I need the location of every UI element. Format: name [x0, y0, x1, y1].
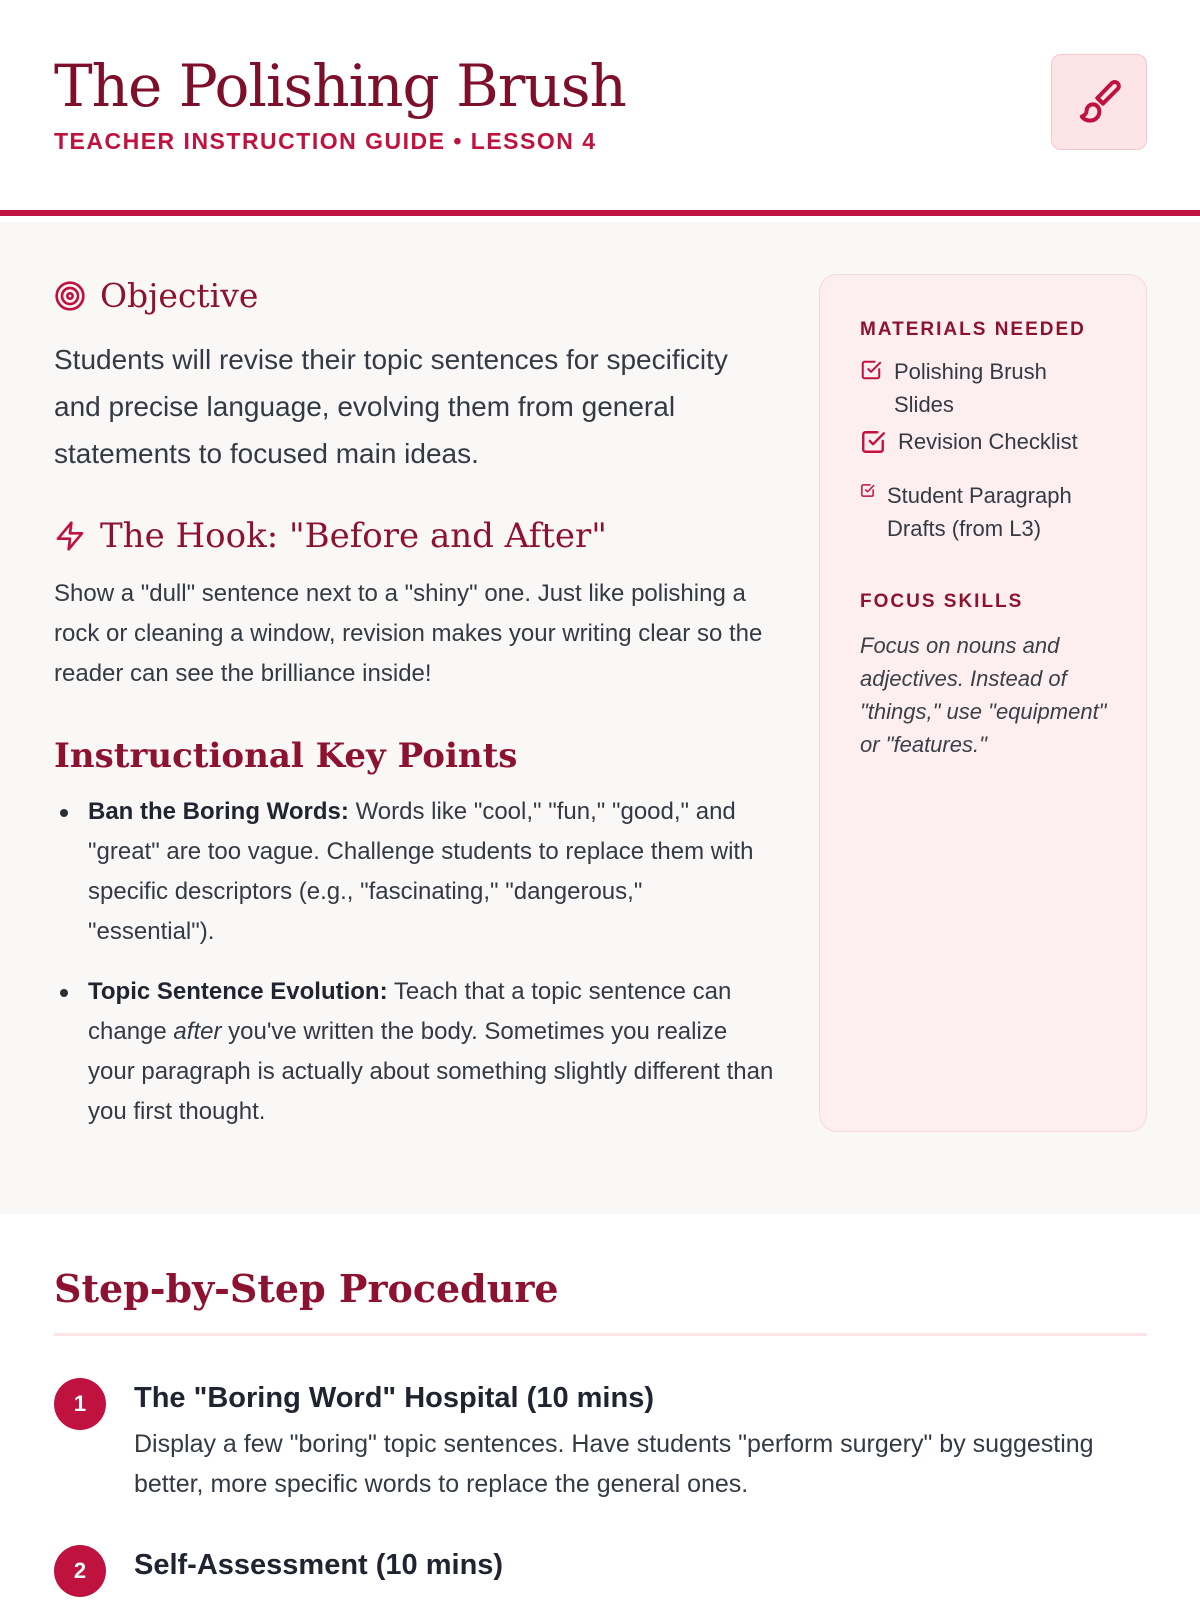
- key-point-text: you've written the body. Sometimes you realize your paragraph is actually about something slightly different than you first thought.: [88, 1018, 774, 1125]
- key-point-emphasis: after: [173, 1018, 222, 1045]
- key-points-heading: Instructional Key Points: [54, 736, 518, 776]
- focus-skills-text: Focus on nouns and adjectives. Instead of "things," use "equipment" or "features.": [860, 633, 1107, 757]
- objective-text: Students will revise their topic sentences for specificity and precise language, evolving them from general statements to focused main ideas.: [54, 344, 728, 469]
- material-item: [860, 355, 1110, 421]
- material-text: Revision Checklist: [898, 429, 1078, 454]
- step-description: Display a few "boring" topic sentences. Have students "perform surgery" by suggesting better, more specific words to replace the general ones.: [134, 1430, 1094, 1498]
- page-title: The Polishing Brush: [54, 52, 626, 120]
- materials-label: MATERIALS NEEDED: [860, 319, 1086, 340]
- step-title: The "Boring Word" Hospital (10 mins): [134, 1382, 654, 1414]
- checkbox-checked-icon: [860, 429, 886, 455]
- objective-heading-text: Objective: [100, 276, 259, 315]
- list-item: [54, 972, 774, 1132]
- materials-sidebar: [819, 274, 1147, 1132]
- step-number-badge: 1: [54, 1378, 106, 1430]
- focus-skills-label: FOCUS SKILLS: [860, 591, 1024, 612]
- page-header: [0, 0, 1200, 216]
- key-point-text: Words like "cool," "fun," "good," and "great" are too vague. Challenge students to replace them with specific descriptors (e.g., "fascinating," "dangerous," "essential").: [88, 798, 754, 945]
- material-text: Student Paragraph Drafts (from L3): [887, 483, 1072, 541]
- material-item: [860, 425, 1120, 458]
- hook-heading-text: The Hook: "Before and After": [100, 516, 607, 556]
- key-point-text: Teach that a topic sentence can change: [88, 978, 732, 1045]
- material-text: Polishing Brush Slides: [894, 359, 1047, 417]
- checkbox-checked-icon: [860, 483, 875, 498]
- paintbrush-icon: [1075, 78, 1123, 126]
- procedure-heading: Step-by-Step Procedure: [54, 1266, 559, 1311]
- key-point-label: Topic Sentence Evolution:: [88, 978, 388, 1005]
- procedure-divider: [54, 1333, 1147, 1336]
- lightning-icon: [54, 520, 86, 552]
- step-number-badge: 2: [54, 1545, 106, 1597]
- material-item: [860, 479, 1110, 545]
- hook-text: Show a "dull" sentence next to a "shiny" one. Just like polishing a rock or cleaning a window, revision makes your writing clear so the reader can see the brilliance inside!: [54, 580, 763, 687]
- step-title: Self-Assessment (10 mins): [134, 1549, 504, 1581]
- page-subtitle: TEACHER INSTRUCTION GUIDE • LESSON 4: [54, 128, 597, 154]
- checkbox-checked-icon: [860, 359, 882, 381]
- hook-heading: [54, 516, 607, 556]
- paintbrush-badge: [1051, 54, 1147, 150]
- target-icon: [54, 280, 86, 312]
- key-points-list: [54, 792, 774, 1152]
- key-point-label: Ban the Boring Words:: [88, 798, 349, 825]
- objective-heading: [54, 276, 258, 315]
- list-item: [54, 792, 774, 952]
